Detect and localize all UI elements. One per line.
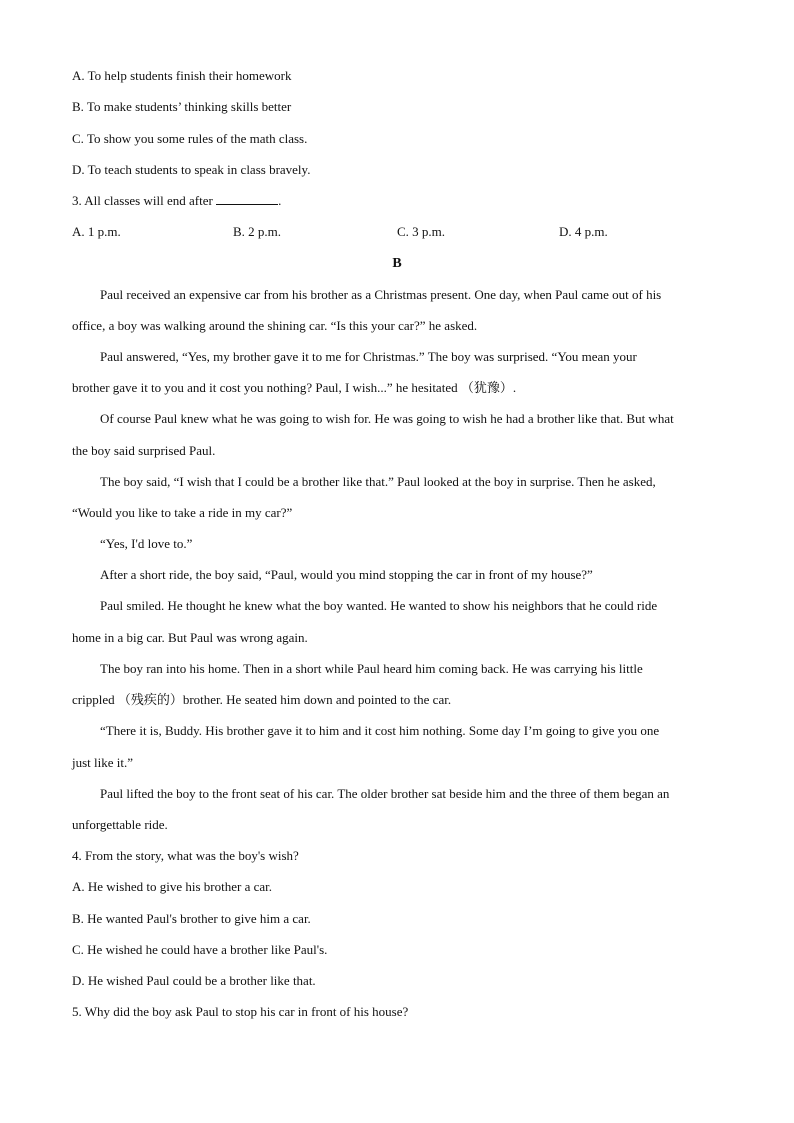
- passage-line: office, a boy was walking around the shining car. “Is this your car?” he asked.: [72, 318, 478, 333]
- passage-line: “There it is, Buddy. His brother gave it to him and it cost him nothing. Some day I’m going to give you one: [100, 723, 660, 738]
- passage-line: the boy said surprised Paul.: [72, 443, 216, 458]
- section-title-b: B: [392, 256, 402, 271]
- passage-line: “Would you like to take a ride in my car?”: [72, 505, 293, 520]
- q2-option-a: A. To help students finish their homework: [72, 68, 292, 83]
- passage-line: Of course Paul knew what he was going to wish for. He was going to wish he had a brother like that. But what: [100, 411, 674, 426]
- q3-option-a: A. 1 p.m.: [72, 224, 121, 239]
- passage-line: home in a big car. But Paul was wrong again.: [72, 630, 308, 645]
- passage-line: “Yes, I'd love to.”: [100, 536, 193, 551]
- passage-line: brother gave it to you and it cost you nothing? Paul, I wish...” he hesitated （犹豫）.: [72, 380, 517, 395]
- passage-line: The boy ran into his home. Then in a short while Paul heard him coming back. He was carrying his little: [100, 661, 643, 676]
- passage-line: Paul smiled. He thought he knew what the boy wanted. He wanted to show his neighbors that he could ride: [100, 598, 658, 613]
- q2-option-b: B. To make students’ thinking skills better: [72, 99, 292, 114]
- q4-option-c: C. He wished he could have a brother like Paul's.: [72, 942, 328, 957]
- q2-option-c: C. To show you some rules of the math class.: [72, 131, 308, 146]
- q5-stem: 5. Why did the boy ask Paul to stop his car in front of his house?: [72, 1004, 409, 1019]
- q4-stem: 4. From the story, what was the boy's wish?: [72, 848, 299, 863]
- passage-line: just like it.”: [72, 755, 134, 770]
- q3-option-d: D. 4 p.m.: [559, 224, 608, 239]
- passage-line: After a short ride, the boy said, “Paul, would you mind stopping the car in front of my house?”: [100, 567, 593, 582]
- answer-blank: [216, 193, 278, 205]
- passage-line: Paul received an expensive car from his brother as a Christmas present. One day, when Paul came out of his: [100, 287, 662, 302]
- q3-stem: [72, 193, 281, 209]
- q4-option-d: D. He wished Paul could be a brother like that.: [72, 973, 316, 988]
- passage-line: crippled （残疾的）brother. He seated him down and pointed to the car.: [72, 692, 452, 707]
- q3-options: [72, 224, 722, 240]
- passage-line: Paul lifted the boy to the front seat of his car. The older brother sat beside him and the three of them began an: [100, 786, 670, 801]
- q3-stem-text: 3. All classes will end after: [72, 193, 217, 208]
- q3-option-c: C. 3 p.m.: [397, 224, 446, 239]
- q4-option-a: A. He wished to give his brother a car.: [72, 879, 273, 894]
- q4-option-b: B. He wanted Paul's brother to give him a car.: [72, 911, 311, 926]
- passage-line: unforgettable ride.: [72, 817, 168, 832]
- q3-stem-end: .: [278, 193, 282, 208]
- passage-line: The boy said, “I wish that I could be a brother like that.” Paul looked at the boy in surprise. Then he asked,: [100, 474, 656, 489]
- q3-option-b: B. 2 p.m.: [233, 224, 282, 239]
- passage-line: Paul answered, “Yes, my brother gave it to me for Christmas.” The boy was surprised. “You mean your: [100, 349, 637, 364]
- q2-option-d: D. To teach students to speak in class bravely.: [72, 162, 311, 177]
